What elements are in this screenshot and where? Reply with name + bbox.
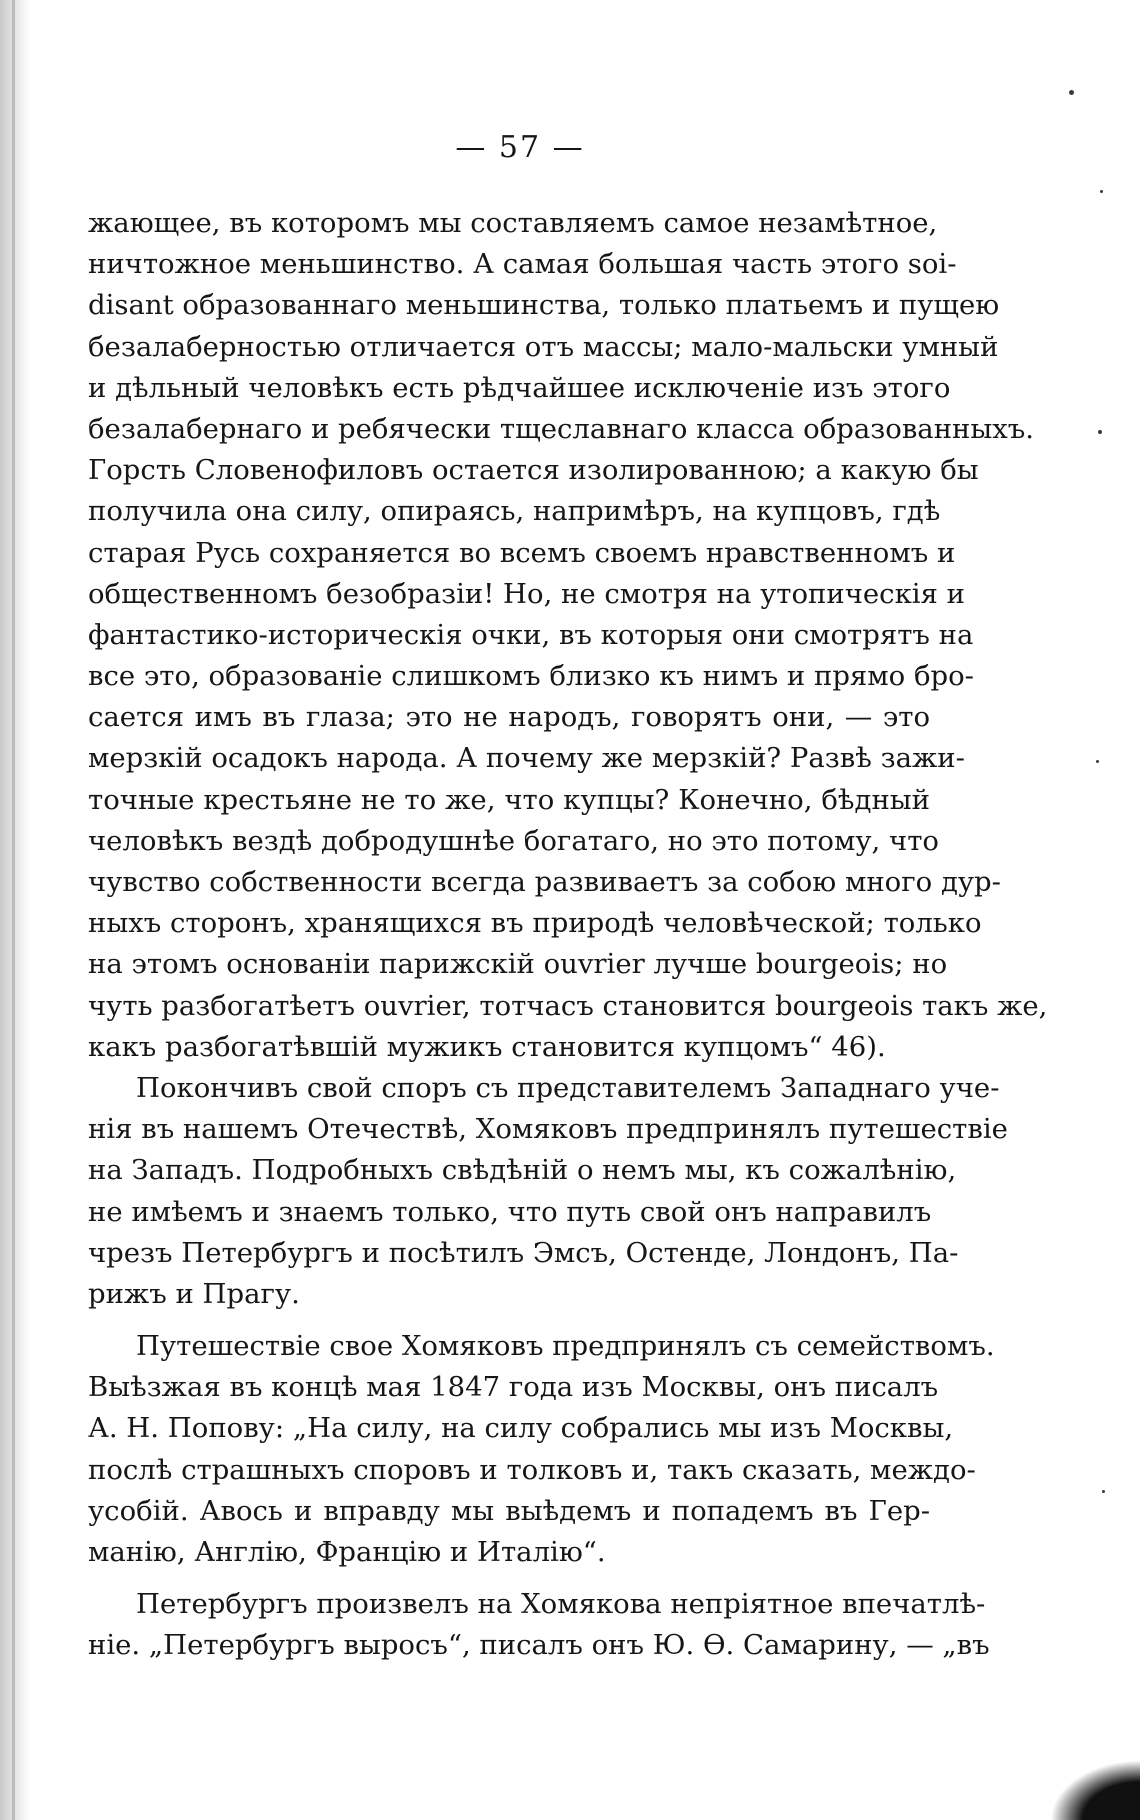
text-line: общественномъ безобразiи! Но, не смотря на утопическiя и [88, 577, 965, 610]
text-line: чувство собственности всегда развиваетъ за собою много дур- [88, 866, 1001, 898]
text-line: Выѣзжая въ концѣ мая 1847 года изъ Москвы, онъ писалъ [88, 1371, 939, 1404]
text-line: какъ разбогатѣвшiй мужикъ становится купцомъ“ 46). [88, 1030, 886, 1063]
text-line: не имѣемъ и знаемъ только, что путь свой онъ направилъ [88, 1195, 932, 1228]
text-line: точные крестьяне не то же, что купцы? Конечно, бѣдный [88, 783, 930, 816]
text-line: Петербургъ произвелъ на Хомякова непрiятное впечатлѣ- [136, 1588, 986, 1621]
text-line: на этомъ основанiи парижскiй ouvrier лучше bourgeois; но [88, 948, 948, 981]
text-line: все это, образованiе слишкомъ близко къ нимъ и прямо бро- [88, 660, 974, 693]
speck [1100, 190, 1103, 193]
corner-ink-blot [1050, 1760, 1140, 1820]
speck [1096, 760, 1099, 763]
text-line: disant образованнаго меньшинства, только платьемъ и пущею [88, 289, 1000, 322]
text-line: жающее, въ которомъ мы составляемъ самое незамѣтное, [88, 207, 938, 239]
text-line: нiе. „Петербургъ выросъ“, писалъ онъ Ю. Ѳ. Самарину, — „въ [88, 1629, 990, 1662]
text-line: безалаберностью отличается отъ массы; мало-мальски умный [88, 330, 999, 363]
text-line: Горсть Словенофиловъ остается изолированною; а какую бы [88, 454, 979, 487]
scan-edge-left [12, 0, 15, 1820]
scan-shadow [0, 0, 30, 1820]
text-line: человѣкъ вездѣ добродушнѣе богатаго, но это потому, что [88, 824, 939, 857]
text-line: фантастико-историческiя очки, въ которыя они смотрятъ на [88, 618, 974, 651]
text-line: ничтожное меньшинство. А самая большая часть этого soi- [88, 248, 957, 281]
text-line: послѣ страшныхъ споровъ и толковъ и, такъ сказать, междо- [88, 1453, 976, 1486]
text-line: манiю, Англiю, Францiю и Италiю“. [88, 1536, 606, 1568]
text-line: чуть разбогатѣетъ ouvrier, тотчасъ становится bourgeois такъ же, [88, 989, 1048, 1022]
page-number: — 57 — [455, 130, 585, 165]
text-line: ныхъ сторонъ, хранящихся въ природѣ человѣческой; только [88, 907, 982, 940]
text-line: Покончивъ свой споръ съ представителемъ Западнаго уче- [136, 1071, 1000, 1104]
text-line: нiя въ нашемъ Отечествѣ, Хомяковъ предпринялъ путешествiе [88, 1113, 1008, 1146]
speck [1102, 1490, 1105, 1493]
text-line: на Западъ. Подробныхъ свѣдѣнiй о немъ мы, къ сожалѣнiю, [88, 1154, 957, 1187]
body-text [88, 203, 1048, 1667]
text-line: старая Русь сохраняется во всемъ своемъ нравственномъ и [88, 536, 956, 569]
text-line: получила она силу, опираясь, напримѣръ, на купцовъ, гдѣ [88, 495, 941, 528]
text-line: усобiй. Авось и вправду мы выѣдемъ и попадемъ въ Гер- [88, 1494, 930, 1527]
speck [1098, 430, 1102, 434]
text-line: безалабернаго и ребячески тщеславнаго класса образованныхъ. [88, 412, 1034, 445]
text-line: рижъ и Прагу. [88, 1277, 300, 1310]
text-line: мерзкiй осадокъ народа. А почему же мерзкiй? Развѣ зажи- [88, 742, 965, 775]
text-line: сается имъ въ глаза; это не народъ, говорятъ они, — это [88, 701, 930, 734]
speck [1069, 90, 1074, 95]
text-line: и дѣльный человѣкъ есть рѣдчайшее исключенiе изъ этого [88, 371, 951, 404]
text-line: Путешествiе свое Хомяковъ предпринялъ съ семействомъ. [136, 1330, 995, 1363]
text-line: чрезъ Петербургъ и посѣтилъ Эмсъ, Остенде, Лондонъ, Па- [88, 1236, 959, 1269]
text-line: А. Н. Попову: „На силу, на силу собрались мы изъ Москвы, [88, 1412, 954, 1445]
